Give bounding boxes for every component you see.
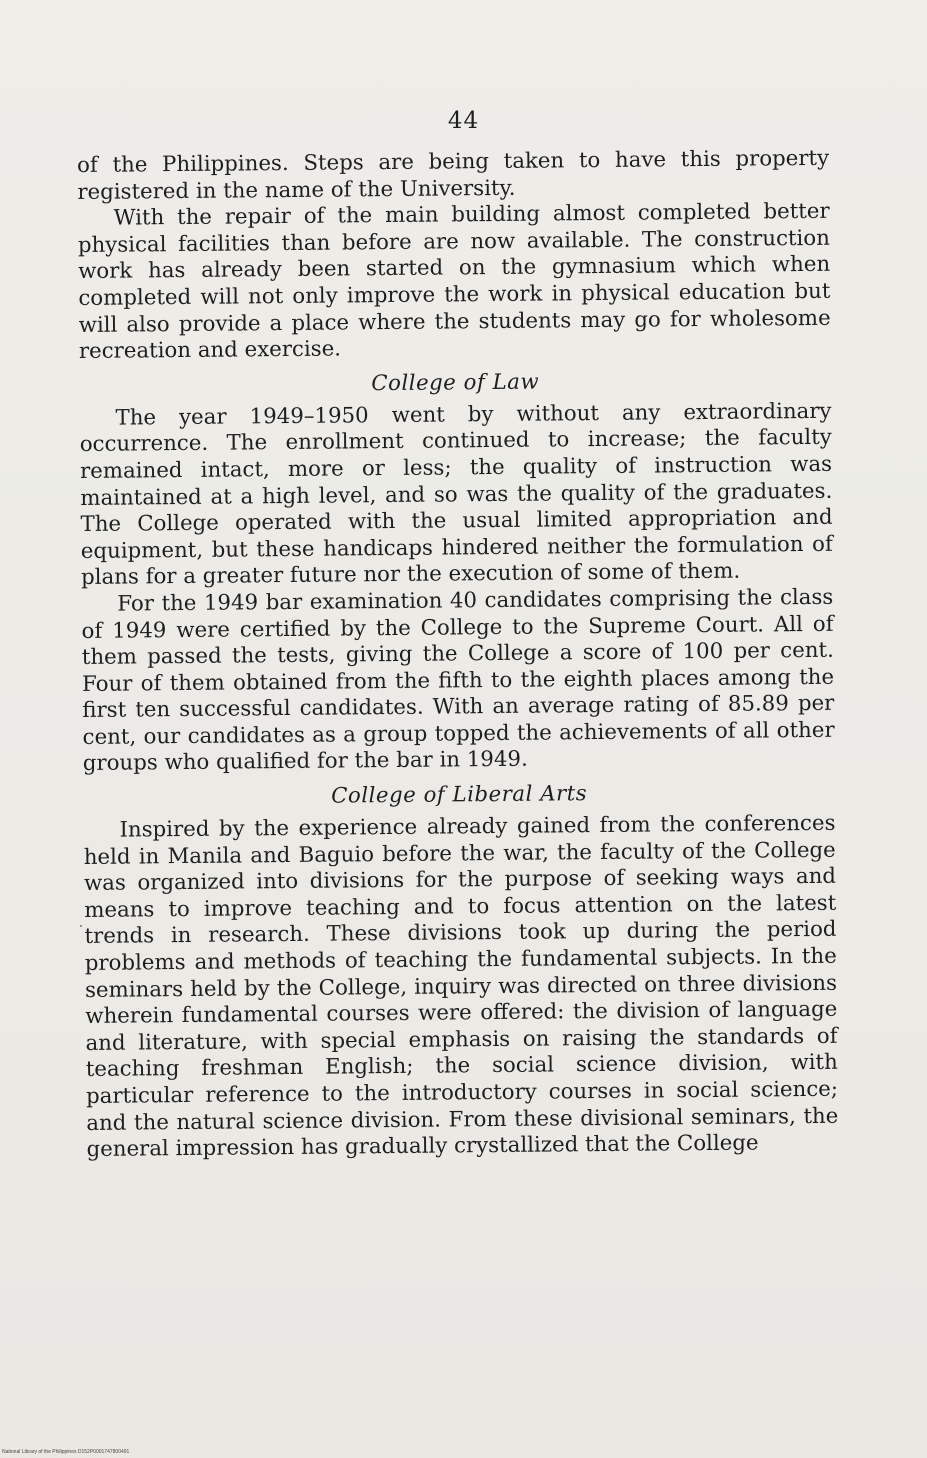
heading-college-of-law: College of Law (371, 369, 540, 396)
paragraph-law-year-summary: The year 1949–1950 went by without any extraordinary occurrence. The enrollment continued to increase; the faculty remained intact, more or less; the quality of instruction was maintained at a high level, and so was the quality of the graduates. The College operated with the usual limited appropriation and equipment, but these handicaps hindered neither the formulation of plans for a greater future nor the execution of some of them. (79, 398, 833, 591)
page-number: 44 (447, 108, 480, 134)
scan-speck (80, 925, 82, 927)
paragraph-liberal-arts-divisions: Inspired by the experience already gained from the conferences held in Manila and Baguio before the war, the faculty of the College was organized into divisions for the purpose of seeking ways and means to improve teaching and to focus attention on the latest trends in research. These divisions took up during the period problems and methods of teaching the fundamental subjects. In the seminars held by the College, inquiry was directed on three divisions wherein fundamental courses were offered: the division of language and literature, with special emphasis on raising the standards of teaching freshman English; the social science division, with particular reference to the introductory courses in social science; and the natural science division. From these divisional seminars, the general impression has gradually crystallized that the College (83, 810, 839, 1163)
paragraph-bar-examination: For the 1949 bar examination 40 candidates comprising the class of 1949 were certified by the College to the Supreme Court. All of them passed the tests, giving the College a score of 100 per cent. Four of them obtained from the fifth to the eighth places among the first ten successful candidates. With an average rating of 85.89 per cent, our candidates as a group topped the achievements of all other groups who qualified for the bar in 1949. (81, 584, 835, 777)
page-body (77, 146, 839, 1164)
paragraph-main-building-repair: With the repair of the main building almost completed better physical facilities than before are now available. The construction work has already been started on the gymnasium which when completed will not only improve the work in physical education but will also provide a place where the students may go for wholesome recreation and exercise. (77, 198, 831, 365)
heading-college-of-liberal-arts: College of Liberal Arts (331, 781, 588, 809)
footer-credit: National Library of the Philippines D152P0001747800491 (2, 1449, 130, 1455)
paragraph-property-registration: of the Philippines. Steps are being taken to have this property registered in the name of the University. (77, 145, 830, 205)
